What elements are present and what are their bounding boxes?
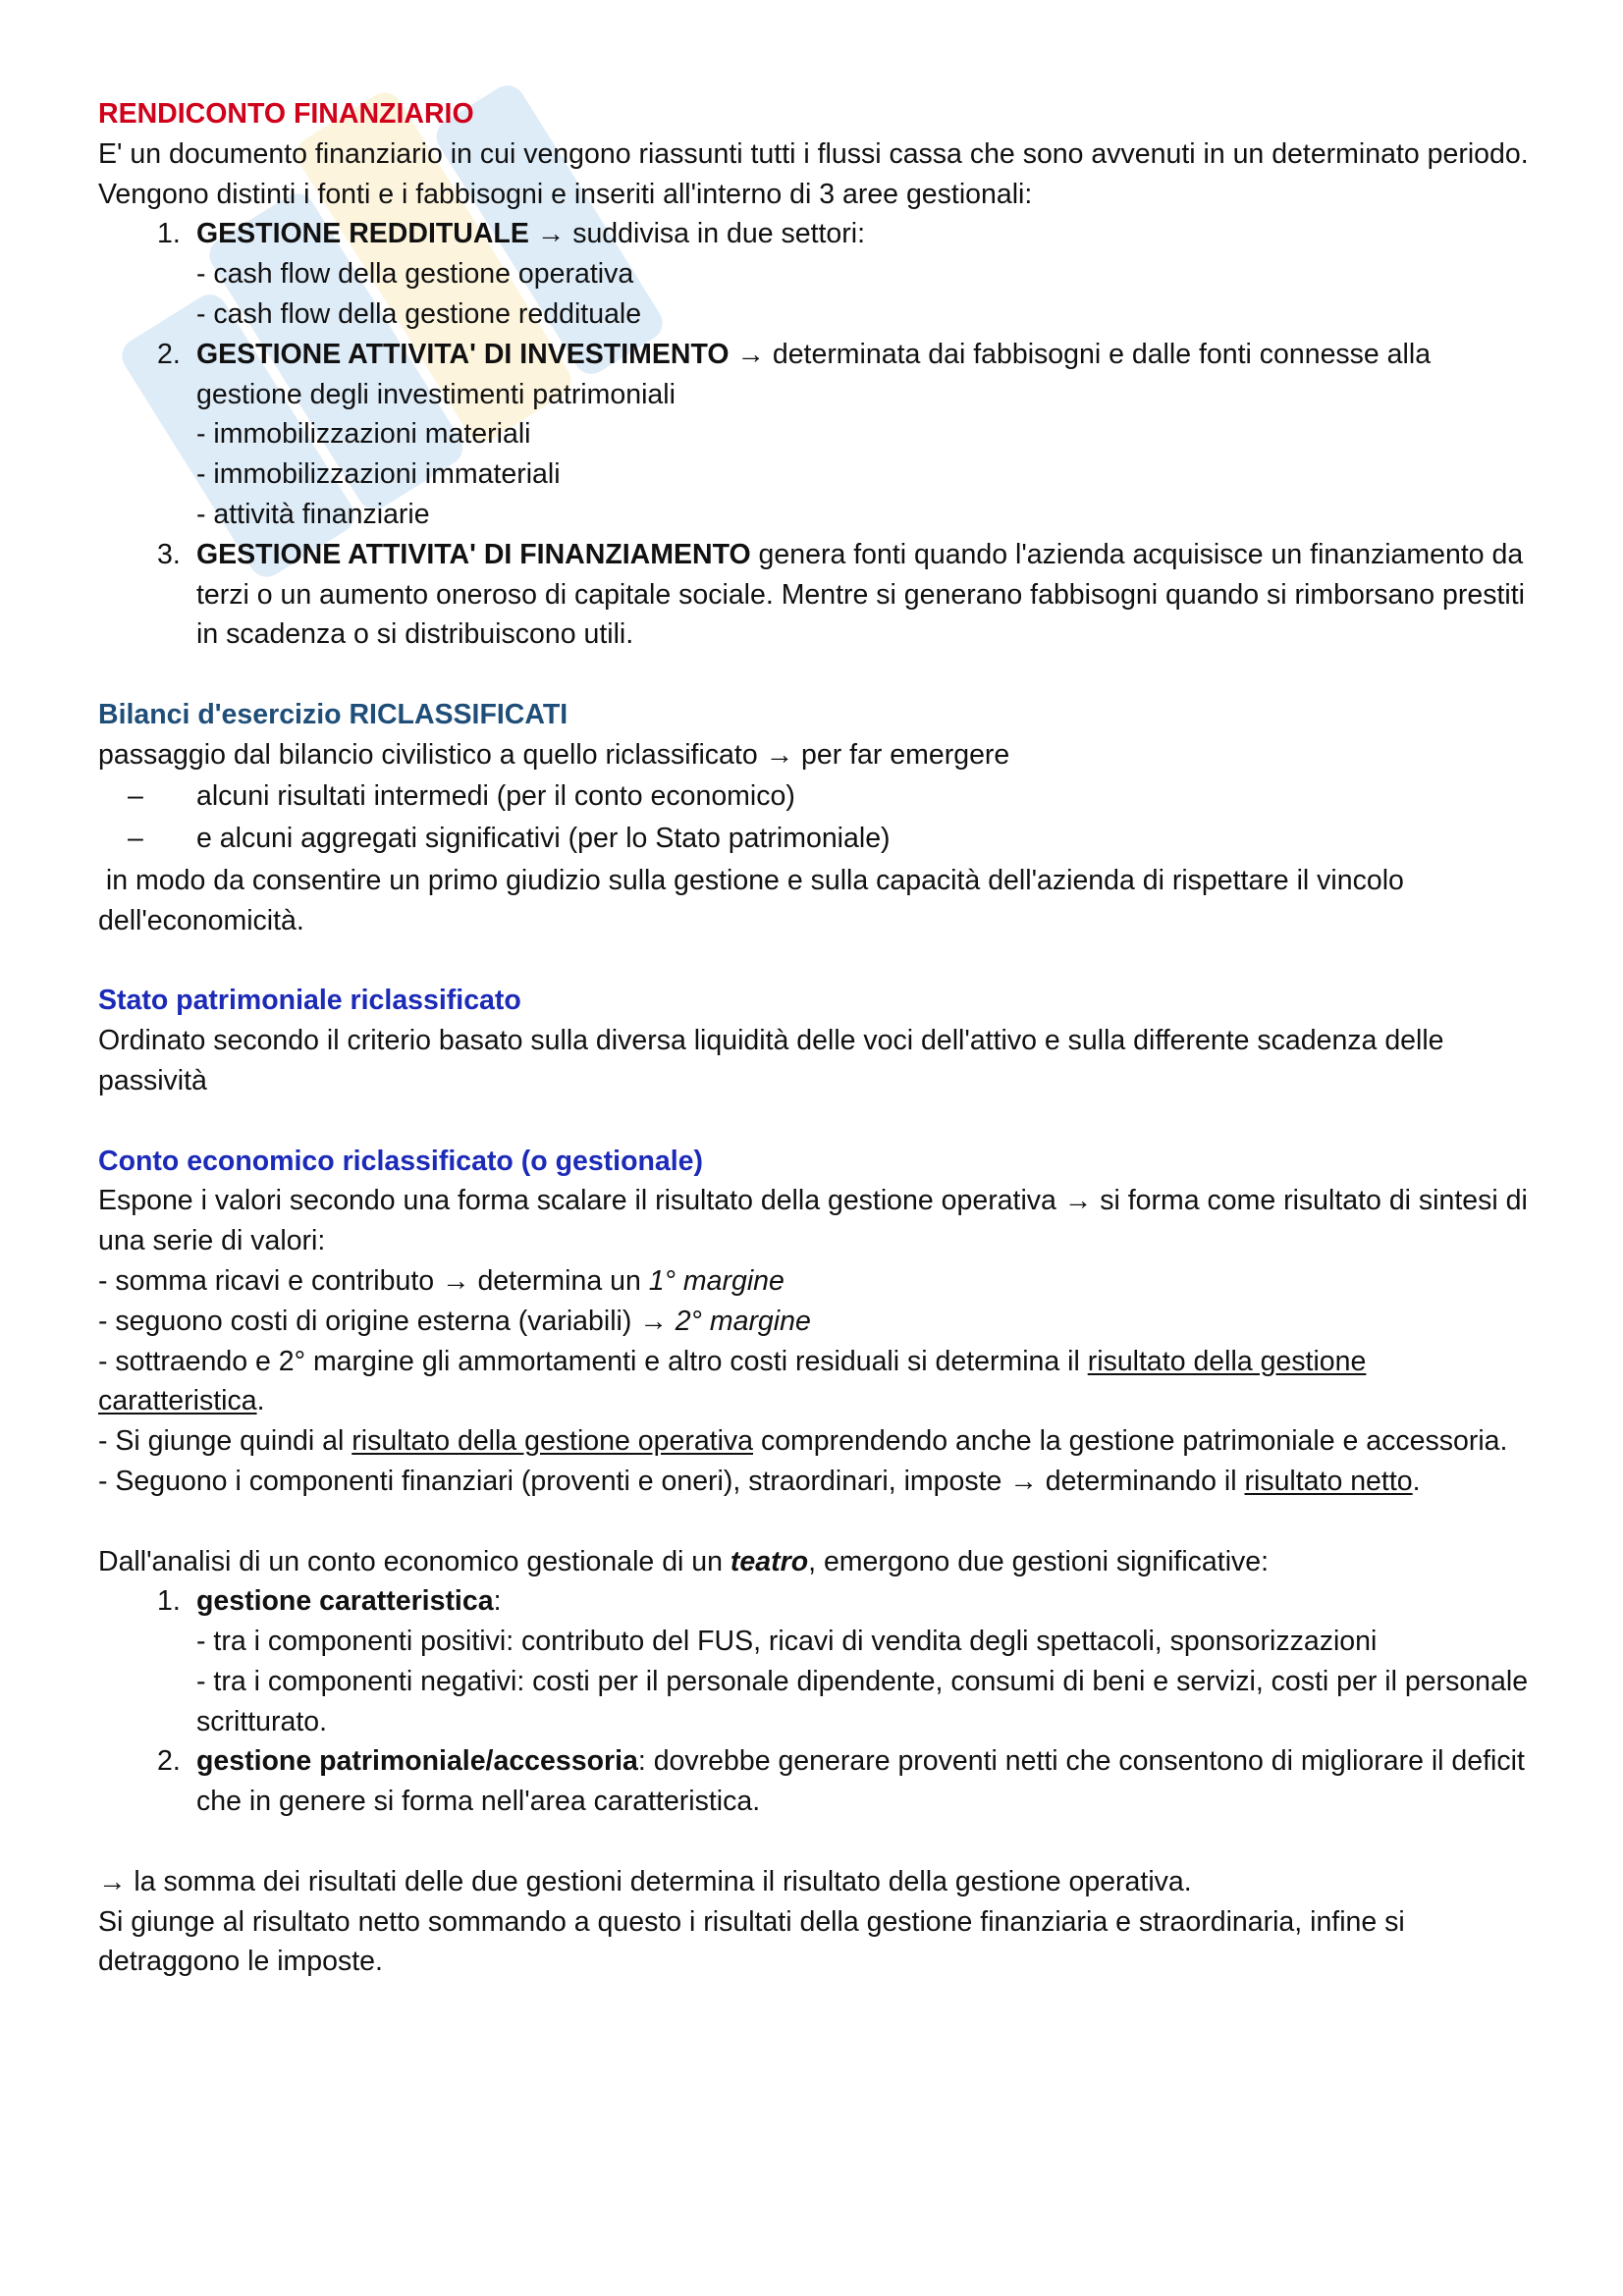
list-item: 1. GESTIONE REDDITUALE → suddivisa in due settori: - cash flow della gestione operativa - cash flow della gestione reddituale: [157, 218, 866, 330]
list-item: 2. gestione patrimoniale/accessoria: dovrebbe generare proventi netti che consentono di migliorare il deficit che in genere si forma nell'area caratteristica.: [157, 1745, 1525, 1818]
paragraph-conto-economico: Espone i valori secondo una forma scalare il risultato della gestione operativa → si forma come risultato di sintesi di una serie di valori:: [98, 1185, 1528, 1257]
document-page: [98, 94, 1532, 1982]
paragraph-stato-patrimoniale: Ordinato secondo il criterio basato sulla diversa liquidità delle voci dell'attivo e sulla differente scadenza delle passività: [98, 1025, 1444, 1096]
numbered-list-aree-gestionali: [98, 214, 1532, 655]
dash-list: [98, 775, 1532, 861]
section-title-stato-patrimoniale: Stato patrimoniale riclassificato: [98, 985, 521, 1017]
paragraph-somma-risultati: → la somma dei risultati delle due gestioni determina il risultato della gestione operativa.: [98, 1865, 1192, 1897]
list-item: – e alcuni aggregati significativi (per lo Stato patrimoniale): [128, 823, 891, 855]
line-gestione-operativa: - Si giunge quindi al risultato della gestione operativa comprendendo anche la gestione patrimoniale e accessoria.: [98, 1425, 1508, 1458]
numbered-list-gestioni-teatro: [98, 1581, 1532, 1822]
line-secondo-margine: - seguono costi di origine esterna (variabili) → 2° margine: [98, 1305, 811, 1337]
list-item: 3. GESTIONE ATTIVITA' DI FINANZIAMENTO genera fonti quando l'azienda acquisisce un finanziamento da terzi o un aumento oneroso di capitale sociale. Mentre si generano fabbisogni quando si rimborsano prestiti in scadenza o si distribuiscono utili.: [157, 538, 1525, 651]
section-title-rendiconto: RENDICONTO FINANZIARIO: [98, 98, 474, 130]
list-item: 2. GESTIONE ATTIVITA' DI INVESTIMENTO → determinata dai fabbisogni e dalle fonti connesse alla gestione degli investimenti patrimoniali - immobilizzazioni materiali - immobilizzazioni immateriali - attività finanziarie: [157, 338, 1432, 530]
line-gestione-caratteristica: - sottraendo e 2° margine gli ammortamenti e altro costi residuali si determina il risultato della gestione caratteristica.: [98, 1345, 1367, 1417]
paragraph-risultato-netto: Si giunge al risultato netto sommando a questo i risultati della gestione finanziaria e straordinaria, infine si detraggono le imposte.: [98, 1905, 1405, 1978]
line-primo-margine: - somma ricavi e contributo → determina un 1° margine: [98, 1264, 784, 1297]
section-title-conto-economico: Conto economico riclassificato (o gestionale): [98, 1145, 704, 1177]
section-title-bilanci: Bilanci d'esercizio RICLASSIFICATI: [98, 698, 568, 730]
paragraph-intro: E' un documento finanziario in cui vengono riassunti tutti i flussi cassa che sono avvenuti in un determinato periodo. Vengono distinti i fonti e i fabbisogni e inseriti all'interno di 3 aree gestionali:: [98, 137, 1529, 210]
paragraph-passaggio: passaggio dal bilancio civilistico a quello riclassificato → per far emergere: [98, 738, 1010, 771]
paragraph-teatro: Dall'analisi di un conto economico gestionale di un teatro, emergono due gestioni significative:: [98, 1545, 1270, 1577]
paragraph-giudizio: in modo da consentire un primo giudizio sulla gestione e sulla capacità dell'azienda di rispettare il vincolo dell'economicità.: [98, 864, 1412, 936]
list-item: 1. gestione caratteristica: - tra i componenti positivi: contributo del FUS, ricavi di vendita degli spettacoli, sponsorizzazioni - tra i componenti negativi: costi per il personale dipendente, consumi di beni e servizi, costi per il personale scritturato.: [157, 1585, 1529, 1737]
list-item: – alcuni risultati intermedi (per il conto economico): [128, 779, 795, 812]
line-risultato-netto: - Seguono i componenti finanziari (proventi e oneri), straordinari, imposte → determinando il risultato netto.: [98, 1465, 1421, 1497]
